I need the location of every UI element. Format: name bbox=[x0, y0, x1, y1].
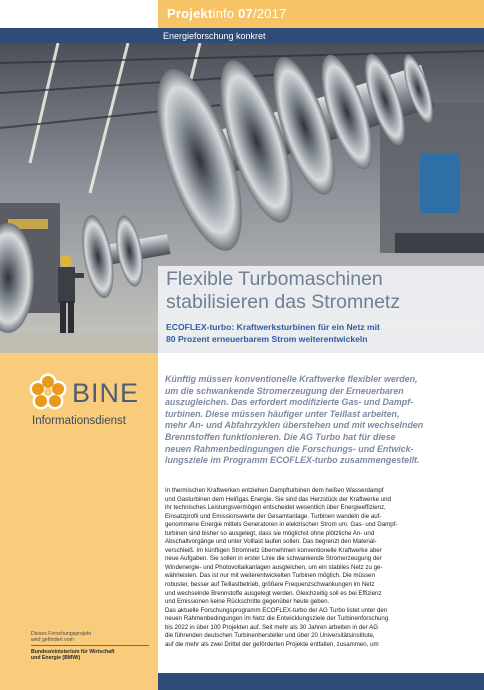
body-line: Das aktuelle Forschungsprogramm ECOFLEX-turbo der AG Turbo listet unter den bbox=[165, 606, 388, 614]
brand-strong: Projekt bbox=[167, 6, 213, 21]
logo-name: BINE bbox=[72, 378, 140, 408]
lead-line: neuen Rahmenbedingungen die Forschungs- und Entwick- bbox=[165, 443, 414, 454]
funding-note-line-2: wird gefördert vom bbox=[31, 637, 74, 644]
lead-line: um die schwankende Stromerzeugung der Erneuerbaren bbox=[165, 385, 404, 396]
body-line: neuen Rahmenbedingungen im Netz die Entwicklungsziele der Turbinenforschung bbox=[165, 615, 389, 623]
lead-line: Künftig müssen konventionelle Kraftwerke flexibler werden, bbox=[165, 374, 418, 384]
body-line: währleisten. Das ist nur mit weiterentwickelten Turbinen möglich. Die müssen bbox=[165, 572, 375, 580]
brand-rest: info bbox=[212, 6, 239, 21]
body-line: In thermischen Kraftwerken entziehen Dampfturbinen dem heißen Wasserdampf bbox=[165, 487, 384, 494]
funding-note bbox=[31, 631, 151, 644]
subheadline-line-2: 80 Prozent erneuerbarem Strom weiterentwickeln bbox=[166, 334, 368, 344]
ministry-line-1: Bundesministerium für Wirtschaft bbox=[31, 649, 115, 655]
lead-line: mehr An- und Abfahrzyklen überstehen und mit wechselnden bbox=[165, 420, 424, 431]
body-line: ihr technisches Leistungsvermögen entscheidet wesentlich über Energieeffizienz, bbox=[165, 504, 386, 512]
body-line: und Emissionen keine Rückschritte gegenüber heute geben. bbox=[165, 598, 330, 606]
category-label: Energieforschung konkret bbox=[163, 31, 266, 41]
footer-band bbox=[158, 673, 484, 690]
ministry-line-2: und Energie (BMWi) bbox=[31, 655, 81, 662]
logo-tagline: Informationsdienst bbox=[32, 415, 126, 427]
lead-line: Brennstoffen funktionieren. Die AG Turbo hat für diese bbox=[165, 431, 396, 442]
subheadline bbox=[166, 321, 478, 345]
issue-year: /2017 bbox=[252, 6, 287, 21]
body-line: robuster, besser auf Teillastbetrieb, größere Frequenzschwankungen im Netz bbox=[165, 581, 375, 589]
body-line: genommene Energie mittels Generatoren in elektrischen Strom um. Gas- und Dampf- bbox=[165, 521, 398, 529]
lead-paragraph bbox=[165, 374, 477, 467]
body-line: und Gasturbinen dem Heißgas Energie. Sie sind das Herzstück der Kraftwerke und bbox=[165, 495, 391, 503]
ministry-name bbox=[31, 649, 151, 662]
body-text bbox=[165, 487, 477, 649]
body-line: auf die mehr als zwei Drittel der geförderten Projekte entfallen, zusammen, um bbox=[165, 640, 379, 648]
body-line: turbinen sind bisher so ausgelegt, dass sie möglichst ohne plötzliche An- und bbox=[165, 529, 375, 537]
funding-note-line-1: Dieses Forschungsprojekt bbox=[31, 631, 91, 637]
body-line: bis 2022 in über 100 Projekten auf. Seit mehr als 30 Jahren arbeiten in der AG bbox=[165, 623, 379, 631]
headline bbox=[166, 268, 478, 314]
body-line: Einsatzprofil und Emissionswerte der Gesamtanlage. Turbinen wandeln die auf- bbox=[165, 512, 382, 520]
issue-number: 07 bbox=[238, 6, 253, 21]
bine-flower-logo-icon bbox=[28, 373, 68, 413]
headline-line-1: Flexible Turbomaschinen bbox=[166, 268, 383, 290]
lead-line: lungsziele im Programm ECOFLEX-turbo zusammengestellt. bbox=[165, 455, 420, 466]
body-line: neue Aufgaben. Sie sollen in erster Linie die schwankende Stromerzeugung der bbox=[165, 555, 382, 563]
lead-line: auszugleichen. Das erfordert modifizierte Gas- und Dampf- bbox=[165, 397, 414, 408]
body-line: und wechselnde Brennstoffe ausgelegt werden. Gleichzeitig soll es bei Effizienz bbox=[165, 589, 382, 597]
subheadline-line-1: ECOFLEX-turbo: Kraftwerksturbinen für ein Netz mit bbox=[166, 322, 380, 332]
funding-divider bbox=[31, 645, 149, 646]
body-line: Abschaltvorgänge und unter Volllast laufen sollen. Das begrenzt den Material- bbox=[165, 538, 377, 546]
body-line: Windenergie- und Photovoltaikanlagen ausgleichen, um ein stabiles Netz zu ge- bbox=[165, 563, 383, 571]
headline-line-2: stabilisieren das Stromnetz bbox=[166, 291, 401, 313]
body-line: die führenden deutschen Turbinenhersteller und über 20 Universitätsinstitute, bbox=[165, 632, 375, 640]
lead-line: turbinen. Diese müssen häufiger unter Teillast arbeiten, bbox=[165, 408, 400, 419]
body-line: verschleiß. Im künftigen Stromnetz übernehmen konventionelle Kraftwerke aber bbox=[165, 546, 382, 554]
publication-title bbox=[167, 6, 286, 21]
